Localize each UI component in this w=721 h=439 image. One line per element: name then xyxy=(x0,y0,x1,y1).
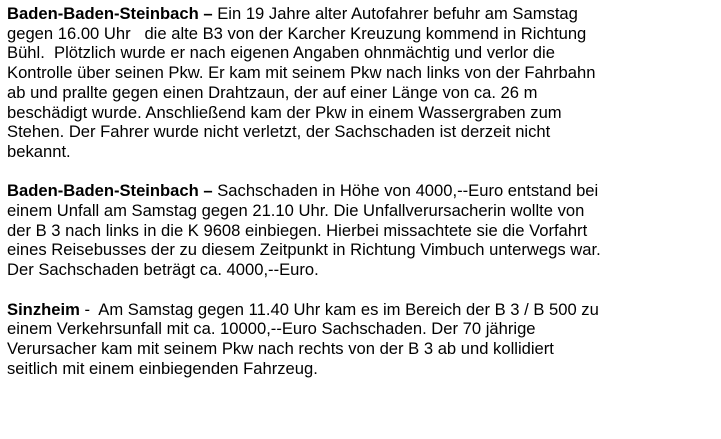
article-text: Sachschaden in Höhe von 4000,--Euro entstand bei xyxy=(217,181,599,201)
place-separator: – xyxy=(198,181,218,201)
article-text-line: bekannt. xyxy=(7,141,71,161)
article-text-line: beschädigt wurde. Anschließend kam der Pkw in einem Wassergraben zum xyxy=(7,102,562,122)
place-separator: – xyxy=(198,4,218,23)
article-text: Ein 19 Jahre alter Autofahrer befuhr am Samstag xyxy=(217,4,578,23)
article-text-line: der B 3 nach links in die K 9608 einbiegen. Hierbei missachtete sie die Vorfahrt xyxy=(7,220,588,240)
place-separator: - xyxy=(79,299,99,319)
article-text-line: gegen 16.00 Uhr die alte B3 von der Karcher Kreuzung kommend in Richtung xyxy=(7,23,587,43)
paragraph-spacer xyxy=(7,280,719,300)
article-text: Am Samstag gegen 11.40 Uhr kam es im Bereich der B 3 / B 500 zu xyxy=(98,299,599,319)
article-text-line: Bühl. Plötzlich wurde er nach eigenen Angaben ohnmächtig und verlor die xyxy=(7,43,555,63)
article-baden-baden-steinbach-2 xyxy=(7,181,719,280)
article-text-line: Der Sachschaden beträgt ca. 4000,--Euro. xyxy=(7,260,319,280)
article-first-line xyxy=(7,181,719,201)
article-sinzheim xyxy=(7,300,719,379)
article-first-line xyxy=(7,4,719,24)
article-text-line: ab und prallte gegen einen Drahtzaun, der auf einer Länge von ca. 26 m xyxy=(7,82,538,102)
document-body xyxy=(7,4,719,378)
article-baden-baden-steinbach-1 xyxy=(7,4,719,162)
article-text-line: seitlich mit einem einbiegenden Fahrzeug. xyxy=(7,358,318,378)
article-first-line xyxy=(7,300,719,320)
place-name: Baden-Baden-Steinbach xyxy=(7,4,199,23)
paragraph-spacer xyxy=(7,162,719,182)
article-text-line: einem Verkehrsunfall mit ca. 10000,--Euro Sachschaden. Der 70 jährige xyxy=(7,319,536,339)
article-text-line: einem Unfall am Samstag gegen 21.10 Uhr. Die Unfallverursacherin wollte von xyxy=(7,201,585,221)
place-name: Baden-Baden-Steinbach xyxy=(7,181,199,201)
article-text-line: Stehen. Der Fahrer wurde nicht verletzt, der Sachschaden ist derzeit nicht xyxy=(7,122,551,142)
article-text-line: Verursacher kam mit seinem Pkw nach rechts von der B 3 ab und kollidiert xyxy=(7,338,554,358)
place-name: Sinzheim xyxy=(7,299,80,319)
article-text-line: eines Reisebusses der zu diesem Zeitpunkt in Richtung Vimbuch unterwegs war. xyxy=(7,240,601,260)
article-text-line: Kontrolle über seinen Pkw. Er kam mit seinem Pkw nach links von der Fahrbahn xyxy=(7,63,596,83)
